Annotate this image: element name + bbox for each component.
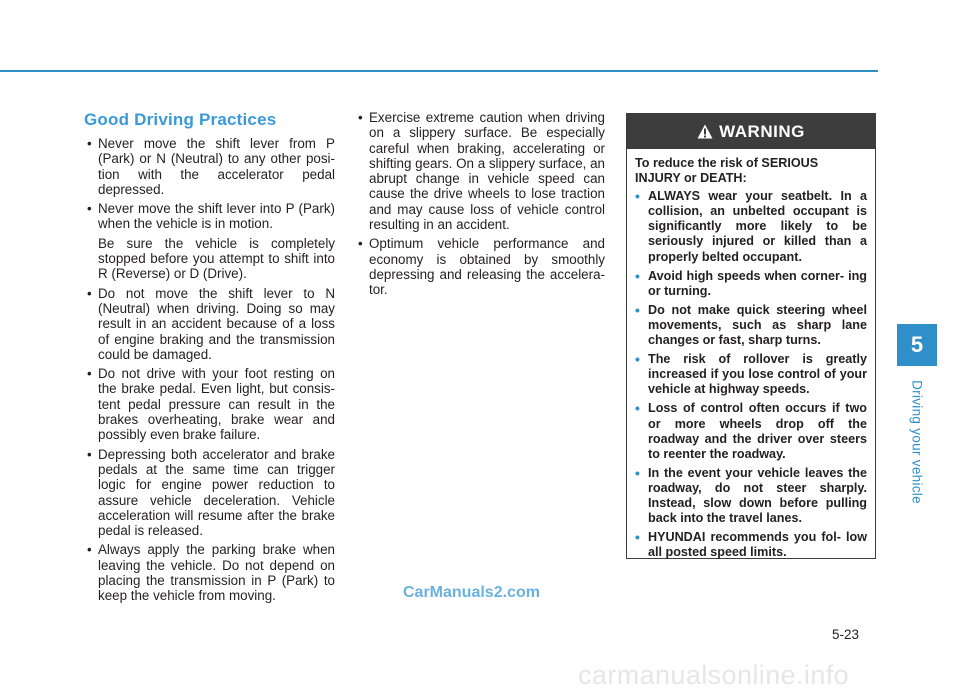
column-left [84,110,335,608]
list-item [84,136,335,197]
list-item [355,110,605,232]
list-item [84,542,335,603]
warning-header [627,114,875,149]
warning-triangle-icon [697,124,713,139]
warning-item-text: ALWAYS wear your seatbelt. In a collision, an unbelted occupant is significantly more likely to be seriously injured or killed than a properly belted occupant. [648,189,867,264]
list-item [84,447,335,539]
warning-body [627,149,875,560]
warning-item [635,189,867,264]
list-item [84,286,335,362]
list-item-text: Depressing both accelerator and brake pedals at the same time can trigger logic for engine power reduction to assure vehicle deceleration. Vehicle acceleration will resume after the brake pedal is released. [98,446,335,539]
warning-item [635,352,867,397]
warning-item-text: Loss of control often occurs if two or more wheels drop off the roadway and the driver over steers to reenter the roadway. [648,401,867,461]
warning-intro: To reduce the risk of SERIOUS INJURY or DEATH: [635,156,819,186]
list-item-text: Never move the shift lever into P (Park) when the vehicle is in motion. [98,201,335,232]
chapter-title: Driving your vehicle [909,380,925,504]
warning-item-text: Avoid high speeds when corner- ing or turning. [648,268,867,298]
warning-item-text: In the event your vehicle leaves the roadway, do not steer sharply. Instead, slow down before pulling back into the travel lanes. [648,465,867,526]
list-item [84,201,335,281]
header-rule [0,70,878,72]
list-item-text: Exercise extreme caution when driving on a slippery surface. Be especially careful when braking, accelerating or shifting gears. On a slippery surface, an abrupt change in vehicle speed can cause the drive wheels to lose traction and may cause loss of vehicle control resulting in an accident. [369,110,605,233]
practices-list-right [355,110,605,298]
list-item [355,236,605,297]
warning-item [635,401,867,461]
list-item-text: Do not drive with your foot resting on the brake pedal. Even light, but consis- tent pedal pressure can result in the brakes overheating, brake wear and possibly even brake failure. [98,366,335,443]
chapter-number-tab [897,324,937,366]
warning-item-text: HYUNDAI recommends you fol- low all posted speed limits. [648,530,867,560]
warning-item [635,466,867,526]
watermark-footer: carmanualsonline.info [578,660,850,690]
list-item-text: Optimum vehicle performance and economy is obtained by smoothly depressing and releasing the accelera- tor. [369,236,605,298]
section-title: Good Driving Practices [84,110,277,129]
column-middle [355,110,605,302]
list-item-text: Always apply the parking brake when leaving the vehicle. Do not depend on placing the transmission in P (Park) to keep the vehicle from moving. [98,542,335,604]
practices-list-left [84,136,335,604]
warning-box [626,113,876,559]
warning-item [635,269,867,299]
list-item [84,366,335,442]
warning-item-text: The risk of rollover is greatly increased if you lose control of your vehicle at highway speeds. [648,352,867,397]
list-item-text: Never move the shift lever from P (Park) or N (Neutral) to any other posi- tion with the accelerator pedal depressed. [98,136,335,197]
watermark-link[interactable]: CarManuals2.com [403,584,540,601]
warning-item [635,303,867,348]
chapter-number: 5 [910,332,924,357]
warning-list [635,189,867,560]
list-item-text: Do not move the shift lever to N (Neutral) when driving. Doing so may result in an accident because of a loss of engine braking and the transmission could be damaged. [98,285,335,362]
list-item-subparagraph: Be sure the vehicle is completely stopped before you attempt to shift into R (Reverse) or D (Drive). [98,235,335,282]
warning-item-text: Do not make quick steering wheel movements, such as sharp lane changes or fast, sharp turns. [648,302,867,348]
warning-item [635,530,867,560]
page-number: 5-23 [832,627,860,642]
warning-heading: WARNING [719,121,805,141]
